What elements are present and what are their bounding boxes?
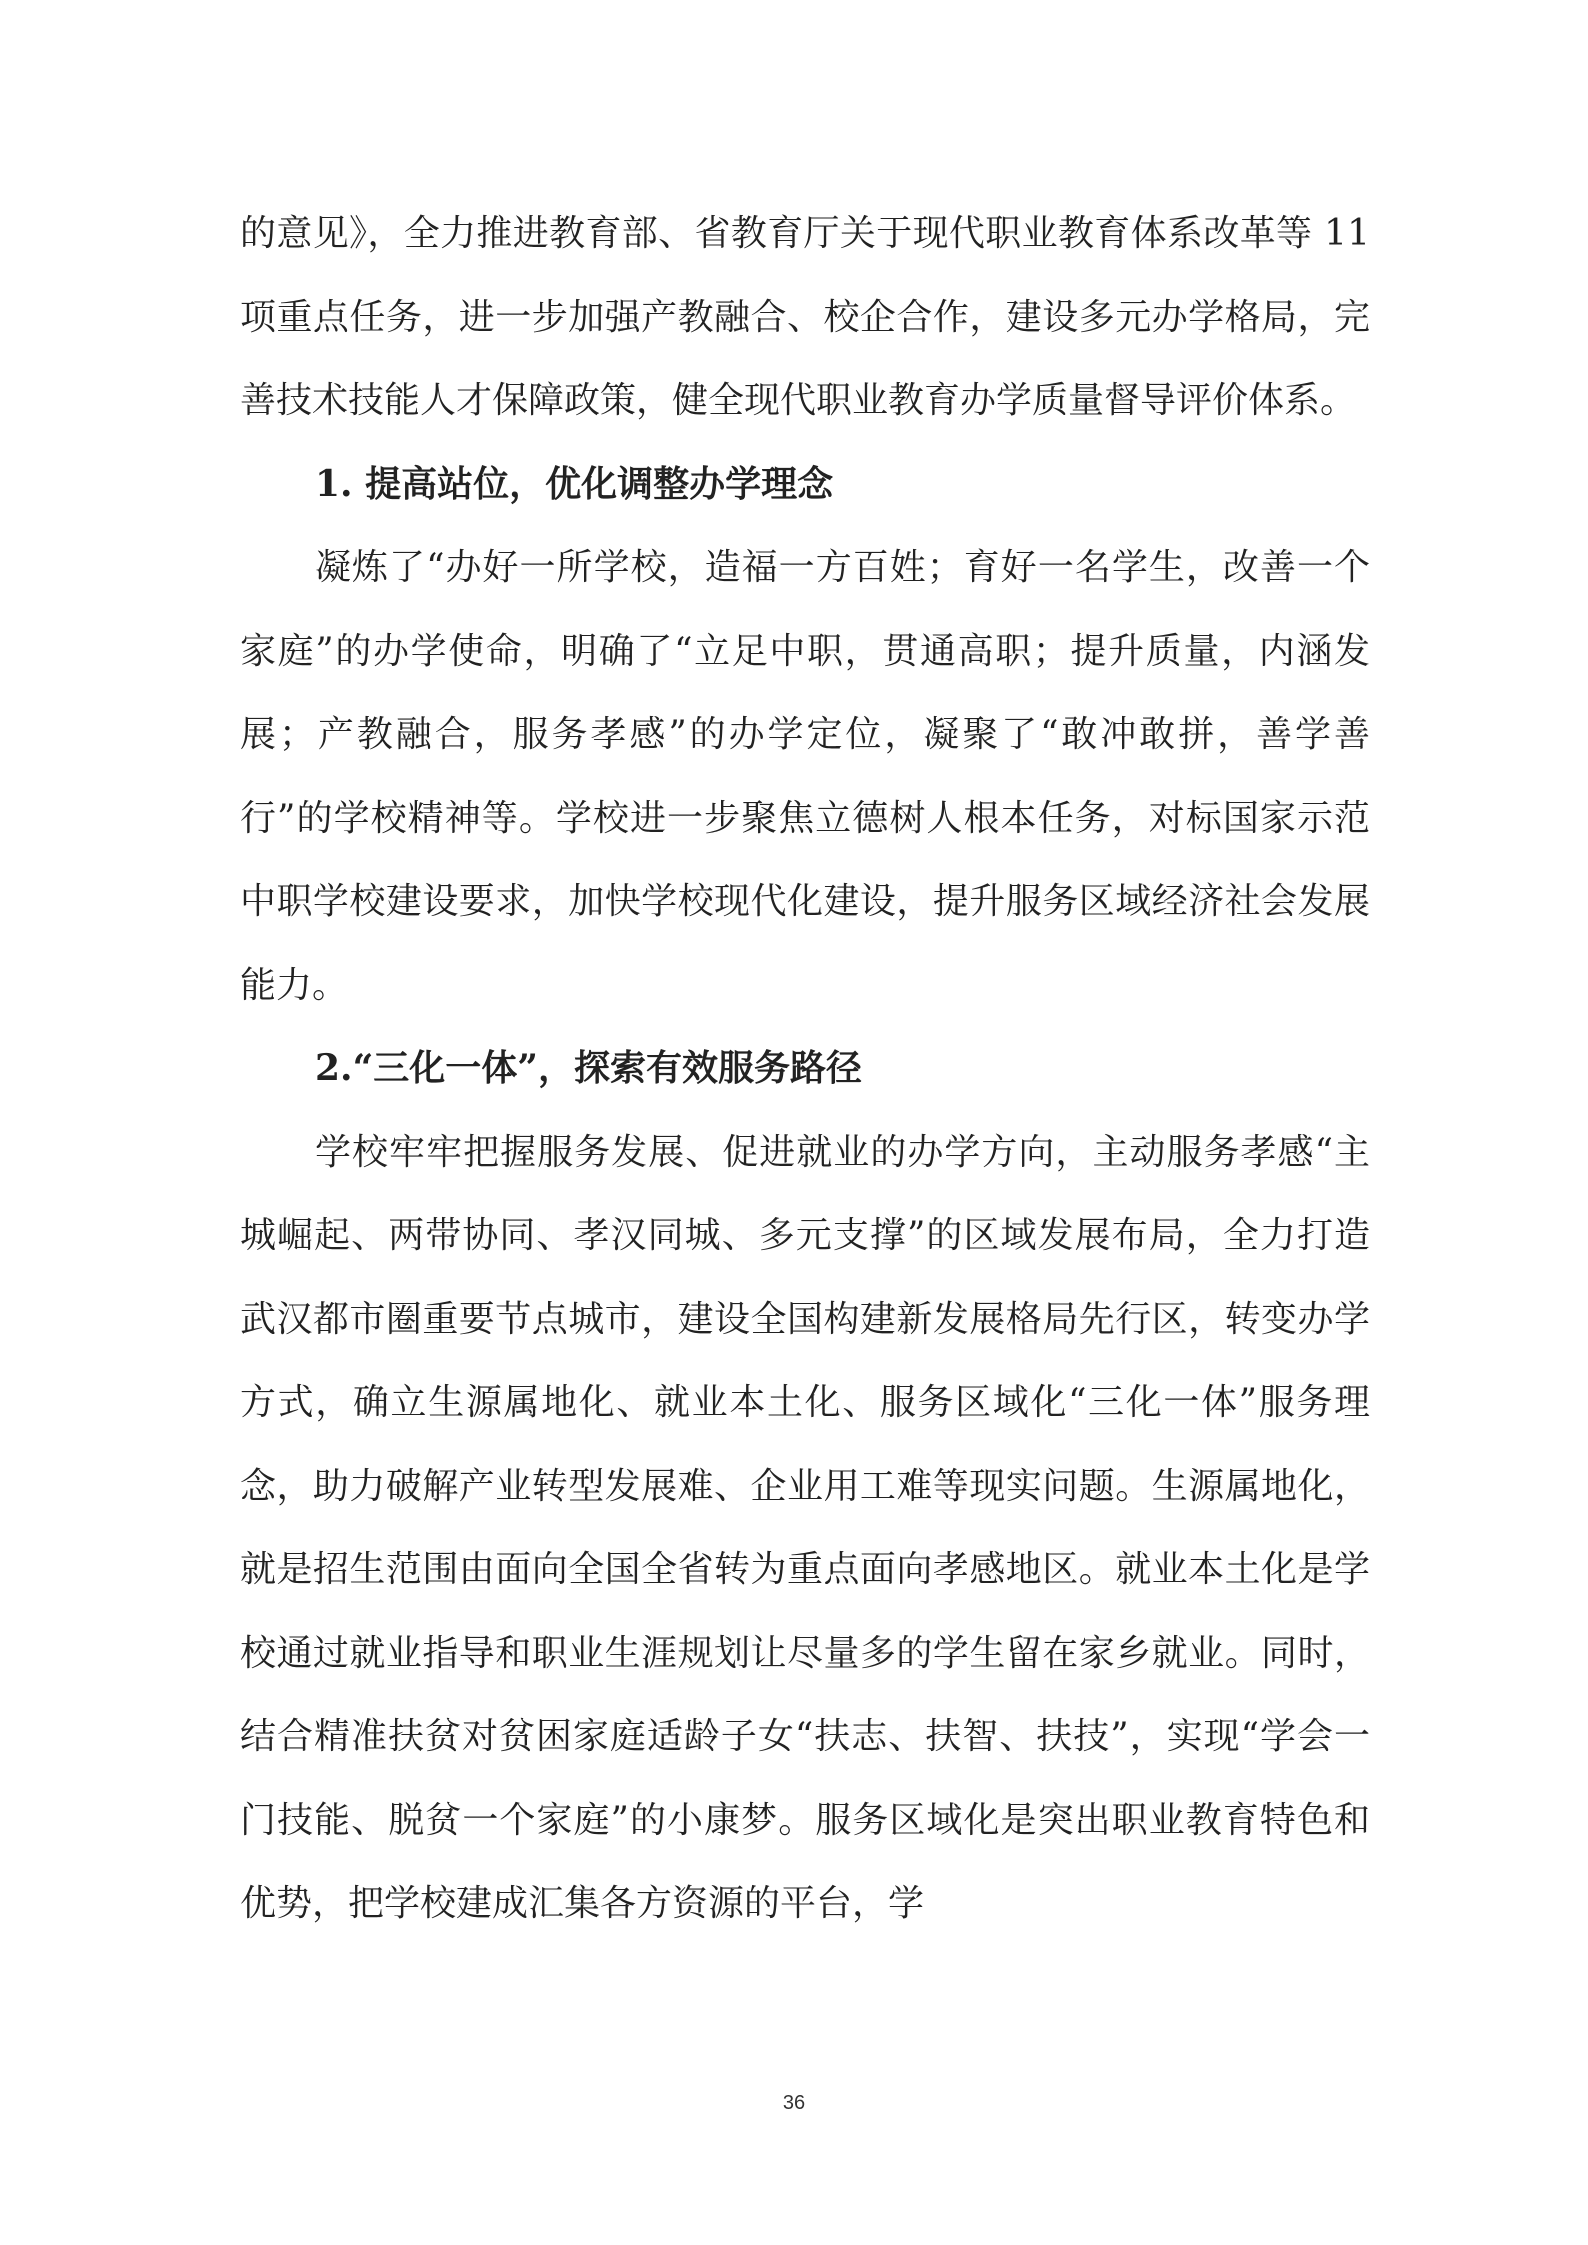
- section-heading-1: 1. 提高站位，优化调整办学理念: [315, 462, 834, 505]
- section-heading-2: 2.“三化一体”，探索有效服务路径: [315, 1047, 862, 1089]
- paragraph-school-mission: 凝炼了“办好一所学校，造福一方百姓；育好一名学生，改善一个家庭”的办学使命，明确了“立足中职，贯通高职；提升质量，内涵发展；产教融合，服务孝感”的办学定位，凝聚了“敢冲敢拼，善学善行”的学校精神等。学校进一步聚焦立德树人根本任务，对标国家示范中职学校建设要求，加快学校现代化建设，提升服务区域经济社会发展能力。: [240, 547, 1370, 1006]
- paragraph-intro-continuation: 的意见》，全力推进教育部、省教育厅关于现代职业教育体系改革等 11 项重点任务，进一步加强产教融合、校企合作，建设多元办学格局，完善技术技能人才保障政策，健全现代职业教育办学质量督导评价体系。: [240, 213, 1370, 421]
- page-number: 36: [782, 2092, 806, 2114]
- document-body: [240, 192, 1370, 1946]
- paragraph-service-path: 学校牢牢把握服务发展、促进就业的办学方向，主动服务孝感“主城崛起、两带协同、孝汉同城、多元支撑”的区域发展布局，全力打造武汉都市圈重要节点城市，建设全国构建新发展格局先行区，转变办学方式，确立生源属地化、就业本土化、服务区域化“三化一体”服务理念，助力破解产业转型发展难、企业用工难等现实问题。生源属地化，就是招生范围由面向全国全省转为重点面向孝感地区。就业本土化是学校通过就业指导和职业生涯规划让尽量多的学生留在家乡就业。同时，结合精准扶贫对贫困家庭适龄子女“扶志、扶智、扶技”，实现“学会一门技能、脱贫一个家庭”的小康梦。服务区域化是突出职业教育特色和优势，把学校建成汇集各方资源的平台，学: [240, 1131, 1370, 1924]
